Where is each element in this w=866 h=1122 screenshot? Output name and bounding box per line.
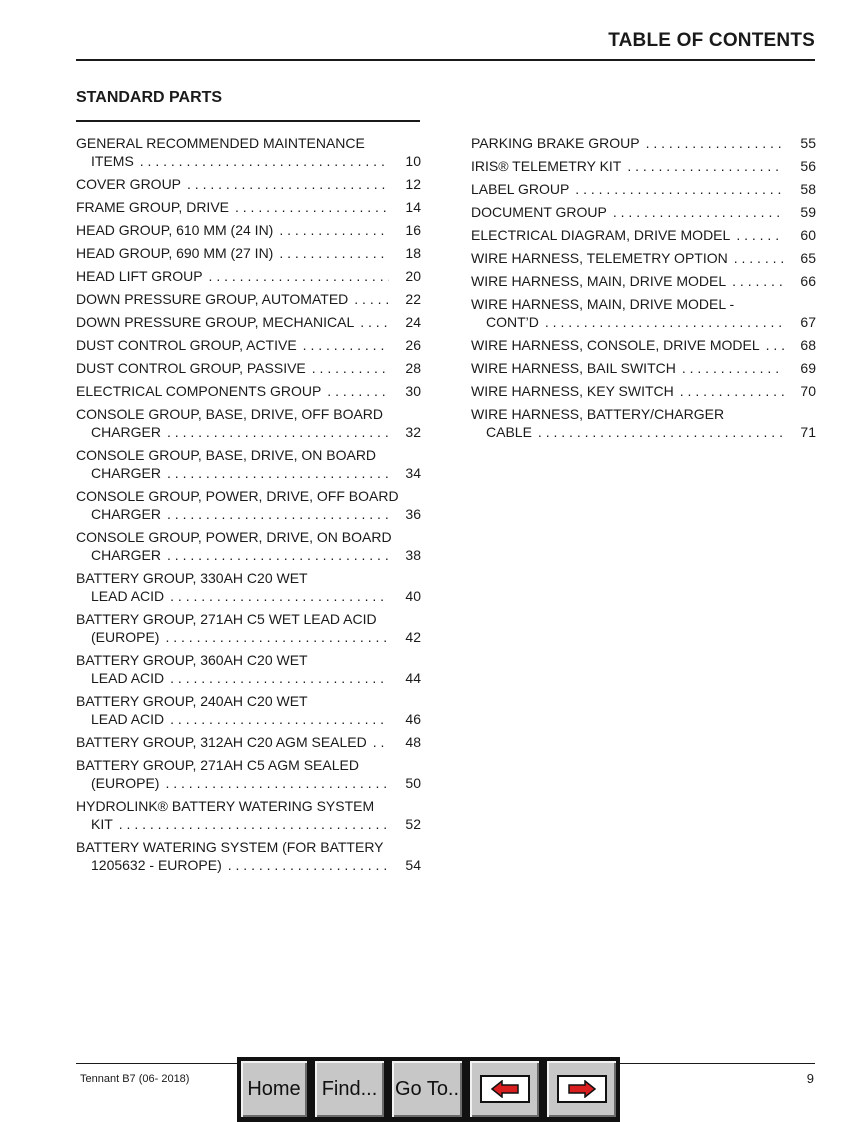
dot-leader	[187, 175, 389, 193]
page-title: TABLE OF CONTENTS	[608, 30, 815, 51]
toc-entry[interactable]	[76, 198, 421, 216]
toc-page-number: 20	[405, 268, 421, 284]
toc-page-number: 32	[405, 424, 421, 440]
toc-page-number: 44	[405, 670, 421, 686]
toc-page-number: 24	[405, 314, 421, 330]
toc-entry-title: DOCUMENT GROUP	[471, 204, 607, 220]
toc-entry-title: HEAD GROUP, 610 MM (24 IN)	[76, 222, 274, 238]
dot-leader	[170, 587, 389, 605]
toc-entry-title: PARKING BRAKE GROUP	[471, 135, 640, 151]
toc-entry[interactable]	[471, 382, 816, 400]
toc-entry[interactable]	[76, 405, 421, 441]
toc-page-number: 12	[405, 176, 421, 192]
toc-entry[interactable]	[76, 797, 421, 833]
dot-leader	[373, 733, 389, 751]
toc-page-number: 18	[405, 245, 421, 261]
toc-page-number: 50	[405, 775, 421, 791]
section-title: STANDARD PARTS	[76, 89, 223, 106]
toc-entry[interactable]	[76, 267, 421, 285]
dot-leader	[736, 226, 784, 244]
toc-entry-title: CONSOLE GROUP, POWER, DRIVE, OFF BOARD	[76, 488, 399, 504]
toc-entry[interactable]	[76, 290, 421, 308]
home-button[interactable]: Home	[239, 1059, 309, 1119]
toc-page-number: 28	[405, 360, 421, 376]
dot-leader	[170, 669, 389, 687]
toc-entry-continuation: CABLE	[486, 424, 532, 440]
next-page-button[interactable]	[545, 1059, 618, 1119]
dot-leader	[734, 249, 784, 267]
toc-entry-continuation: LEAD ACID	[91, 588, 165, 604]
toc-entry-title: CONSOLE GROUP, BASE, DRIVE, ON BOARD	[76, 447, 377, 463]
toc-page-number: 48	[405, 734, 421, 750]
dot-leader	[165, 774, 389, 792]
toc-page-number: 16	[405, 222, 421, 238]
toc-entry-title: ELECTRICAL COMPONENTS GROUP	[76, 383, 322, 399]
toc-page-number: 36	[405, 506, 421, 522]
toc-page-number: 71	[800, 424, 816, 440]
toc-entry[interactable]	[471, 336, 816, 354]
dot-leader	[354, 290, 389, 308]
toc-entry[interactable]	[76, 313, 421, 331]
toc-entry[interactable]	[76, 244, 421, 262]
toc-entry-title: WIRE HARNESS, MAIN, DRIVE MODEL -	[471, 296, 735, 312]
dot-leader	[545, 313, 784, 331]
toc-entry[interactable]	[471, 203, 816, 221]
toc-page-number: 22	[405, 291, 421, 307]
toc-entry[interactable]	[76, 733, 421, 751]
toc-entry[interactable]	[76, 175, 421, 193]
toc-page-number: 30	[405, 383, 421, 399]
toc-page-number: 10	[405, 153, 421, 169]
toc-entry-title: BATTERY GROUP, 271AH C5 WET LEAD ACID	[76, 611, 377, 627]
toc-entry-title: WIRE HARNESS, BATTERY/CHARGER	[471, 406, 725, 422]
dot-leader	[279, 244, 389, 262]
dot-leader	[228, 856, 389, 874]
dot-leader	[646, 134, 784, 152]
dot-leader	[167, 505, 389, 523]
toc-entry-title: BATTERY WATERING SYSTEM (FOR BATTERY	[76, 839, 384, 855]
footer-document-id: Tennant B7 (06- 2018)	[80, 1073, 190, 1085]
goto-button[interactable]: Go To..	[390, 1059, 464, 1119]
toc-page-number: 68	[800, 337, 816, 353]
toc-page-number: 55	[800, 135, 816, 151]
toc-entry-continuation: ITEMS	[91, 153, 134, 169]
dot-leader	[140, 152, 389, 170]
toc-entry-title: WIRE HARNESS, KEY SWITCH	[471, 383, 674, 399]
toc-page-number: 14	[405, 199, 421, 215]
dot-leader	[119, 815, 389, 833]
toc-entry[interactable]	[471, 157, 816, 175]
dot-leader	[360, 313, 389, 331]
toc-page-number: 65	[800, 250, 816, 266]
toc-page-number: 46	[405, 711, 421, 727]
toc-entry[interactable]	[76, 134, 421, 170]
previous-page-button[interactable]	[468, 1059, 541, 1119]
toc-entry-title: WIRE HARNESS, TELEMETRY OPTION	[471, 250, 728, 266]
toc-entry-continuation: CHARGER	[91, 547, 162, 563]
dot-leader	[167, 546, 389, 564]
footer-page-number: 9	[806, 1071, 814, 1086]
dot-leader	[165, 628, 389, 646]
toc-entry-title: BATTERY GROUP, 312AH C20 AGM SEALED	[76, 734, 367, 750]
dot-leader	[682, 359, 784, 377]
toc-entry-title: CONSOLE GROUP, POWER, DRIVE, ON BOARD	[76, 529, 392, 545]
toc-entry-title: WIRE HARNESS, CONSOLE, DRIVE MODEL	[471, 337, 760, 353]
toc-entry-title: DUST CONTROL GROUP, ACTIVE	[76, 337, 297, 353]
toc-entry-title: WIRE HARNESS, MAIN, DRIVE MODEL	[471, 273, 727, 289]
toc-entry[interactable]	[76, 756, 421, 792]
toc-column-right	[471, 134, 816, 446]
toc-page-number: 40	[405, 588, 421, 604]
right-arrow-icon	[557, 1075, 607, 1103]
toc-page-number: 67	[800, 314, 816, 330]
toc-page-number: 42	[405, 629, 421, 645]
toc-entry-continuation: (EUROPE)	[91, 629, 160, 645]
toc-entry-continuation: (EUROPE)	[91, 775, 160, 791]
toc-entry-title: CONSOLE GROUP, BASE, DRIVE, OFF BOARD	[76, 406, 384, 422]
toc-entry-title: HEAD GROUP, 690 MM (27 IN)	[76, 245, 274, 261]
toc-entry-continuation: CHARGER	[91, 506, 162, 522]
toc-column-left	[76, 134, 421, 879]
dot-leader	[167, 423, 389, 441]
toc-page-number: 66	[800, 273, 816, 289]
toc-entry-title: IRIS® TELEMETRY KIT	[471, 158, 622, 174]
toc-entry-title: HYDROLINK® BATTERY WATERING SYSTEM	[76, 798, 375, 814]
find-button[interactable]: Find...	[313, 1059, 386, 1119]
dot-leader	[766, 336, 784, 354]
toc-entry[interactable]	[76, 359, 421, 377]
toc-entry-title: DOWN PRESSURE GROUP, AUTOMATED	[76, 291, 349, 307]
toc-entry[interactable]	[76, 528, 421, 564]
dot-leader	[167, 464, 389, 482]
toc-page-number: 58	[800, 181, 816, 197]
toc-page-number: 54	[405, 857, 421, 873]
toc-entry[interactable]	[76, 569, 421, 605]
toc-entry[interactable]	[471, 295, 816, 331]
toc-entry-title: BATTERY GROUP, 240AH C20 WET	[76, 693, 308, 709]
toc-entry[interactable]	[471, 249, 816, 267]
toc-entry[interactable]	[76, 221, 421, 239]
toc-entry-continuation: LEAD ACID	[91, 711, 165, 727]
dot-leader	[209, 267, 389, 285]
toc-entry-title: COVER GROUP	[76, 176, 182, 192]
dot-leader	[680, 382, 784, 400]
toc-page-number: 69	[800, 360, 816, 376]
toc-page-number: 70	[800, 383, 816, 399]
header-divider	[76, 59, 815, 61]
toc-page-number: 60	[800, 227, 816, 243]
toc-entry-continuation: 1205632 - EUROPE)	[91, 857, 222, 873]
navigation-bar	[237, 1057, 620, 1122]
dot-leader	[279, 221, 389, 239]
section-divider	[76, 120, 420, 122]
toc-entry[interactable]	[471, 359, 816, 377]
toc-entry[interactable]	[471, 405, 816, 441]
toc-page-number: 34	[405, 465, 421, 481]
toc-entry-title: WIRE HARNESS, BAIL SWITCH	[471, 360, 676, 376]
dot-leader	[303, 336, 389, 354]
toc-entry-title: FRAME GROUP, DRIVE	[76, 199, 229, 215]
dot-leader	[170, 710, 389, 728]
toc-entry[interactable]	[76, 336, 421, 354]
toc-entry-title: GENERAL RECOMMENDED MAINTENANCE	[76, 135, 365, 151]
toc-entry-title: BATTERY GROUP, 360AH C20 WET	[76, 652, 308, 668]
toc-entry[interactable]	[76, 651, 421, 687]
toc-page-number: 56	[800, 158, 816, 174]
dot-leader	[627, 157, 784, 175]
toc-entry-title: DUST CONTROL GROUP, PASSIVE	[76, 360, 306, 376]
dot-leader	[235, 198, 389, 216]
toc-entry-title: ELECTRICAL DIAGRAM, DRIVE MODEL	[471, 227, 731, 243]
toc-entry-continuation: CHARGER	[91, 424, 162, 440]
toc-entry[interactable]	[471, 272, 816, 290]
toc-entry-title: LABEL GROUP	[471, 181, 570, 197]
dot-leader	[613, 203, 784, 221]
toc-entry-title: BATTERY GROUP, 330AH C20 WET	[76, 570, 308, 586]
toc-entry-title: DOWN PRESSURE GROUP, MECHANICAL	[76, 314, 355, 330]
toc-entry-continuation: KIT	[91, 816, 113, 832]
dot-leader	[327, 382, 389, 400]
toc-page-number: 59	[800, 204, 816, 220]
toc-entry[interactable]	[76, 838, 421, 874]
toc-entry-title: BATTERY GROUP, 271AH C5 AGM SEALED	[76, 757, 359, 773]
dot-leader	[575, 180, 784, 198]
toc-page-number: 26	[405, 337, 421, 353]
toc-entry-title: HEAD LIFT GROUP	[76, 268, 203, 284]
toc-entry[interactable]	[76, 610, 421, 646]
toc-entry[interactable]	[76, 692, 421, 728]
dot-leader	[538, 423, 784, 441]
toc-page-number: 38	[405, 547, 421, 563]
toc-entry[interactable]	[471, 180, 816, 198]
dot-leader	[732, 272, 784, 290]
toc-entry-continuation: LEAD ACID	[91, 670, 165, 686]
toc-entry[interactable]	[76, 487, 421, 523]
toc-entry[interactable]	[76, 382, 421, 400]
toc-entry[interactable]	[471, 134, 816, 152]
left-arrow-icon	[480, 1075, 530, 1103]
toc-entry[interactable]	[76, 446, 421, 482]
toc-entry[interactable]	[471, 226, 816, 244]
toc-page-number: 52	[405, 816, 421, 832]
toc-entry-continuation: CONT’D	[486, 314, 539, 330]
dot-leader	[312, 359, 389, 377]
toc-entry-continuation: CHARGER	[91, 465, 162, 481]
